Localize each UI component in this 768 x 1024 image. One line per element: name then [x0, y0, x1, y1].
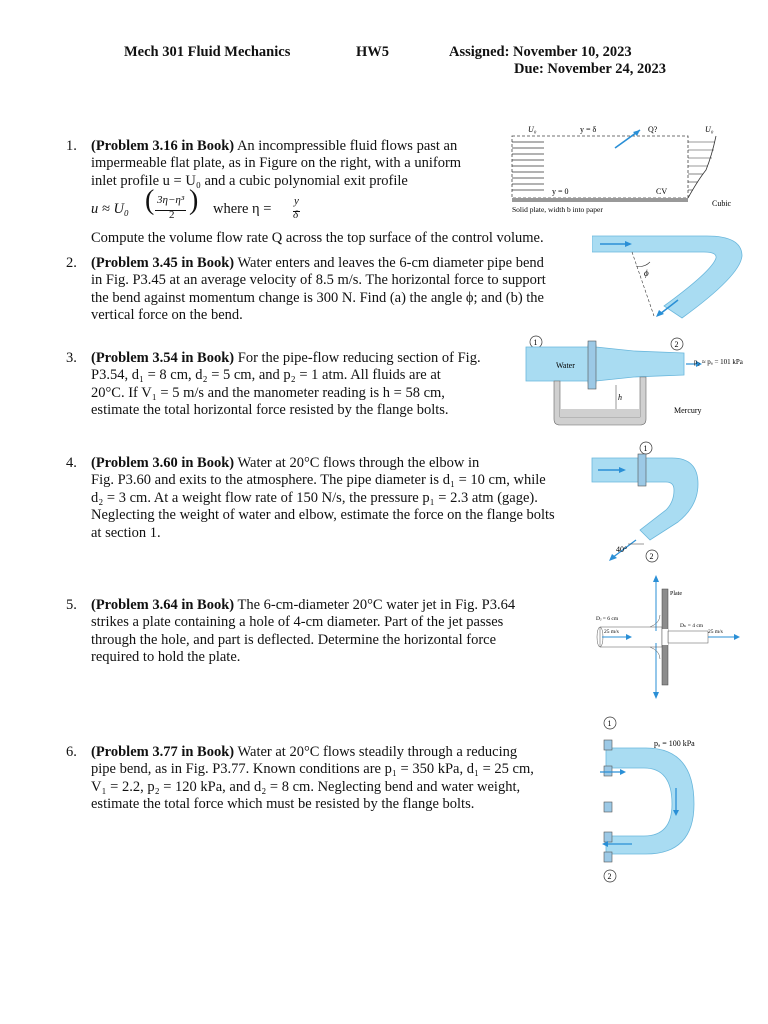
fig6-section-1: 1: [607, 719, 612, 728]
fig1-y-delta: y = δ: [580, 125, 597, 134]
fig5-dj: Dⱼ = 6 cm: [596, 616, 619, 622]
text-line: Fig. P3.60 and exits to the atmosphere. The pipe diameter is d₁ = 10 cm, while: [91, 472, 546, 489]
fig1-u0-left: U₀: [528, 125, 537, 134]
problem-number: 1.: [66, 138, 77, 154]
text-line: strikes a plate containing a hole of 4-cm diameter. Part of the jet passes: [91, 614, 504, 631]
problem-5: [66, 597, 586, 669]
problem-text: [91, 255, 611, 325]
fig5-v-right: 25 m/s: [708, 629, 723, 635]
fraction-numerator: 3η−η³: [155, 192, 186, 210]
text-line: The 6-cm-diameter 20°C water jet in Fig. P3.64: [234, 597, 516, 613]
figure-pipe-bend: [592, 226, 752, 326]
figure-jet-plate: [590, 575, 760, 700]
text-line: Neglecting the weight of water and elbow, estimate the force on the flange bolts: [91, 507, 555, 524]
problem-3: [66, 350, 516, 422]
figure-control-volume: [500, 120, 750, 220]
book-reference: (Problem 3.64 in Book): [91, 597, 235, 613]
fig1-q: Q?: [648, 125, 658, 134]
text-line: Compute the volume flow rate Q across the top surface of the control volume.: [91, 230, 544, 247]
fraction-denominator: δ: [293, 209, 299, 222]
cubic-profile: [688, 136, 716, 198]
book-reference: (Problem 3.16 in Book): [91, 138, 235, 154]
fig4-section-1: 1: [643, 444, 648, 453]
equation-paren: ): [189, 185, 199, 217]
fig5-dh: Dₕ = 4 cm: [680, 623, 704, 629]
solid-plate: [512, 198, 688, 202]
fig3-section-2: 2: [674, 340, 679, 349]
reducer-pipe: [526, 345, 684, 383]
text-line: Water enters and leaves the 6-cm diameter pipe bend: [234, 255, 544, 271]
fig6-section-2: 2: [607, 872, 612, 881]
fig1-cubic: Cubic: [712, 199, 732, 208]
course-title: Mech 301 Fluid Mechanics: [124, 44, 291, 60]
equation-where: where η =: [213, 201, 272, 218]
assigned-date: Assigned: November 10, 2023: [449, 44, 632, 60]
problem-text: [91, 597, 591, 667]
fig3-water: Water: [556, 361, 575, 370]
text-line: vertical force on the bend.: [91, 307, 243, 324]
problem-6: [66, 744, 586, 816]
problem-number: 6.: [66, 744, 77, 760]
fraction-numerator: y: [293, 193, 300, 211]
problem-text: [91, 350, 511, 420]
fig6-pa: pₐ = 100 kPa: [654, 739, 695, 748]
text-line: the bend against momentum change is 300 N. Find (a) the angle ϕ; and (b) the: [91, 289, 544, 306]
problem-text: [91, 455, 591, 542]
fig3-p2: p₂ ≈ pₐ = 101 kPa: [694, 358, 743, 366]
text-line: impermeable flat plate, as in Figure on the right, with a uniform: [91, 155, 462, 172]
book-reference: (Problem 3.60 in Book): [91, 455, 235, 471]
fig1-y-zero: y = 0: [552, 187, 569, 196]
u-bend-pipe: [606, 748, 694, 854]
text-line: Water at 20°C flows steadily through a reducing: [234, 744, 518, 760]
figure-reducer-manometer: [524, 333, 760, 433]
text-line: P3.54, d₁ = 8 cm, d₂ = 5 cm, and p₂ = 1 atm. All fluids are at: [91, 367, 441, 384]
due-date: Due: November 24, 2023: [514, 61, 666, 77]
fig1-u0-right: U₀: [705, 125, 714, 134]
book-reference: (Problem 3.45 in Book): [91, 255, 235, 271]
text-line: through the hole, and part is deflected. Determine the horizontal force: [91, 631, 497, 648]
text-line: Water at 20°C flows through the elbow in: [234, 455, 480, 471]
fig3-section-1: 1: [533, 338, 538, 347]
fig3-mercury: Mercury: [674, 406, 702, 415]
problem-number: 2.: [66, 255, 77, 271]
text-line: estimate the total horizontal force resisted by the flange bolts.: [91, 402, 449, 419]
fig5-plate: Plate: [670, 591, 682, 597]
inlet-arrows: [512, 142, 544, 190]
text-line: d₂ = 3 cm. At a weight flow rate of 150 N/s, the pressure p₁ = 2.3 atm (gage).: [91, 489, 538, 506]
text-line: An incompressible fluid flows past an: [234, 138, 458, 154]
text-line: in Fig. P3.45 at an average velocity of 8.5 m/s. The horizontal force to support: [91, 272, 546, 289]
fig2-phi: ϕ: [644, 268, 649, 278]
fig1-cv: CV: [656, 187, 668, 196]
text-line: For the pipe-flow reducing section of Fig.: [234, 350, 481, 366]
problem-number: 4.: [66, 455, 77, 471]
book-reference: (Problem 3.54 in Book): [91, 350, 235, 366]
problem-4: [66, 455, 586, 545]
fraction-denominator: 2: [169, 209, 175, 222]
text-line: V₁ = 2.2, p₂ = 120 kPa, and d₂ = 8 cm. Neglecting bend and water weight,: [91, 778, 521, 795]
problem-text: [91, 744, 591, 814]
book-reference: (Problem 3.77 in Book): [91, 744, 235, 760]
homework-number: HW5: [356, 44, 390, 60]
pipe-bend: [592, 236, 742, 318]
fig4-angle: 40°: [616, 545, 628, 554]
fig4-section-2: 2: [649, 552, 654, 561]
equation-lhs: u ≈ U₀: [91, 201, 129, 218]
text-line: estimate the total force which must be resisted by the flange bolts.: [91, 796, 475, 813]
problem-number: 3.: [66, 350, 77, 366]
problem-2: [66, 255, 586, 327]
text-line: required to hold the plate.: [91, 649, 241, 666]
problem-number: 5.: [66, 597, 77, 613]
figure-reducing-bend: [594, 714, 724, 889]
text-line: at section 1.: [91, 524, 161, 541]
figure-elbow: [588, 440, 728, 570]
text-line: pipe bend, as in Fig. P3.77. Known conditions are p₁ = 350 kPa, d₁ = 25 cm,: [91, 761, 534, 778]
manometer: [554, 377, 646, 425]
text-line: 20°C. If V₁ = 5 m/s and the manometer reading is h = 58 cm,: [91, 384, 445, 401]
text-line: inlet profile u = U₀ and a cubic polynomial exit profile: [91, 172, 408, 189]
fig1-caption: Solid plate, width b into paper: [512, 205, 603, 214]
fig5-v-left: 25 m/s: [604, 629, 619, 635]
equation-paren: (: [145, 185, 155, 217]
fig3-h: h: [618, 393, 622, 402]
